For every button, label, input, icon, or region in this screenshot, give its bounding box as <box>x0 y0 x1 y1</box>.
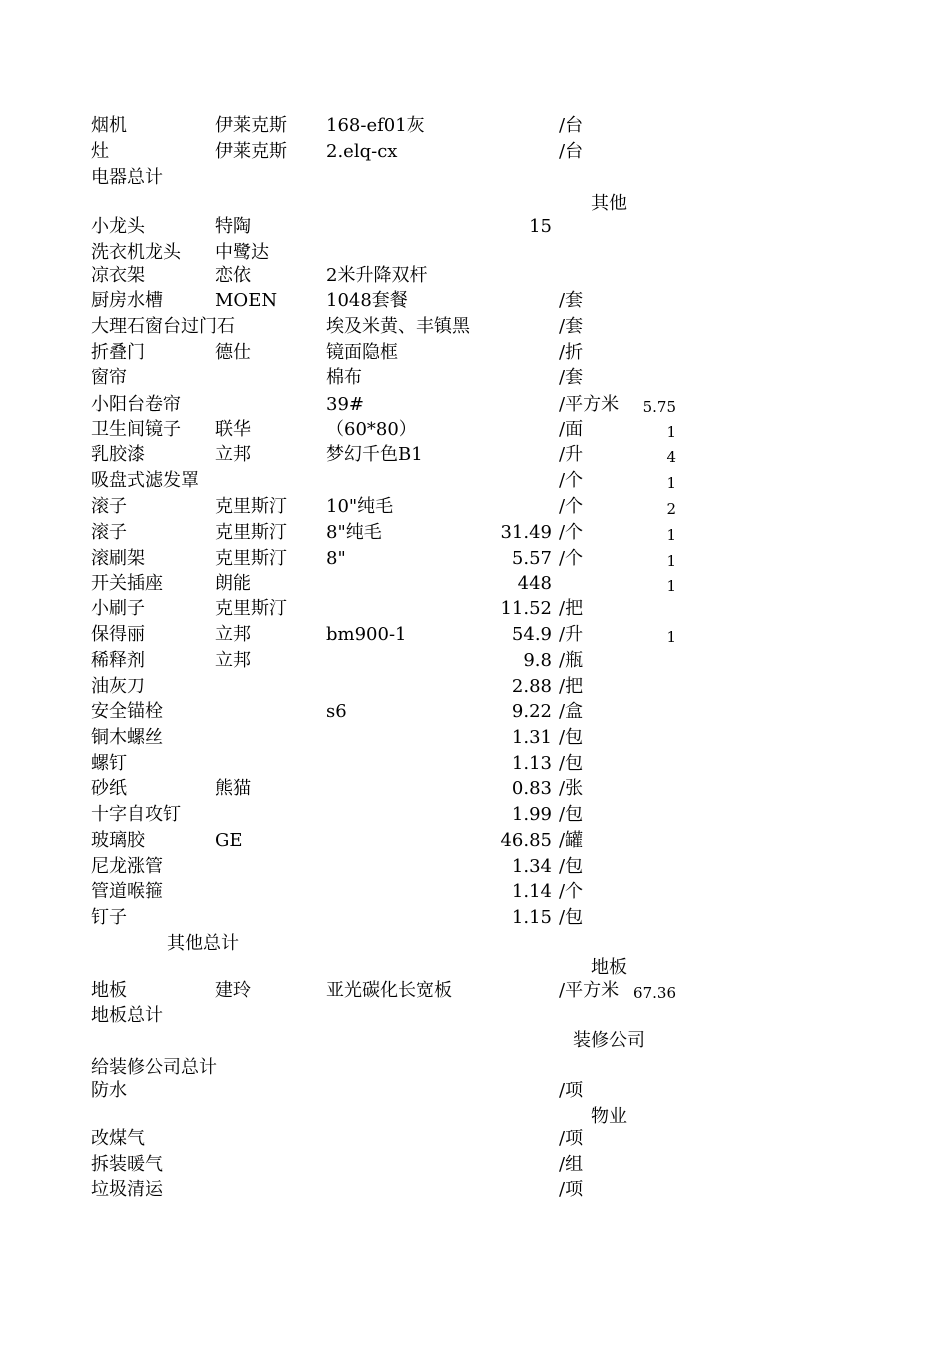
model-cell: 8" <box>326 548 346 569</box>
table-row <box>0 241 950 265</box>
unit-cell: /包 <box>559 804 584 825</box>
table-row <box>0 855 950 879</box>
item-name-cell: 厨房水槽 <box>91 290 163 311</box>
item-name-cell: 十字自攻钉 <box>91 804 181 825</box>
table-row <box>0 906 950 930</box>
unit-cell: /平方米 <box>559 394 620 415</box>
unit-cell: /瓶 <box>559 650 584 671</box>
table-row <box>0 623 950 647</box>
item-name-cell: 改煤气 <box>91 1128 145 1149</box>
item-name-cell: 凉衣架 <box>91 265 145 286</box>
model-cell: 1048套餐 <box>326 290 408 311</box>
model-cell: 39# <box>326 394 364 415</box>
unit-cell: /盒 <box>559 701 584 722</box>
item-name-cell: 小阳台卷帘 <box>91 394 181 415</box>
item-name-cell: 电器总计 <box>91 167 163 188</box>
unit-cell: /个 <box>559 548 584 569</box>
unit-cell: /项 <box>559 1128 584 1149</box>
price-cell: 1.15 <box>511 907 552 928</box>
brand-cell: 克里斯汀 <box>215 522 287 543</box>
table-row <box>0 366 950 390</box>
item-name-cell: 洗衣机龙头 <box>91 242 181 263</box>
price-cell: 31.49 <box>500 522 552 543</box>
price-cell: 46.85 <box>500 830 552 851</box>
price-cell: 11.52 <box>500 598 552 619</box>
item-name-cell: 折叠门 <box>91 342 145 363</box>
item-name-cell: 滚子 <box>91 496 127 517</box>
table-row <box>0 114 950 138</box>
table-row <box>0 1079 950 1103</box>
quantity-cell: 1 <box>666 552 676 570</box>
table-row <box>0 315 950 339</box>
model-cell: 埃及米黄、丰镇黑 <box>326 316 470 337</box>
table-row <box>0 393 950 417</box>
unit-cell: /包 <box>559 753 584 774</box>
table-row <box>0 1004 950 1028</box>
table-row <box>0 649 950 673</box>
table-row <box>0 1178 950 1202</box>
section-title-floor: 地板 <box>591 957 627 978</box>
price-cell: 2.88 <box>511 676 552 697</box>
model-cell: 亚光碳化长宽板 <box>326 980 452 1001</box>
price-cell: 54.9 <box>511 624 552 645</box>
table-row <box>0 140 950 164</box>
model-cell: 8"纯毛 <box>326 522 382 543</box>
item-name-cell: 地板 <box>91 980 127 1001</box>
brand-cell: 联华 <box>215 419 251 440</box>
item-name-cell: 安全锚栓 <box>91 701 163 722</box>
quantity-cell: 1 <box>666 577 676 595</box>
item-name-cell: 大理石窗台过门石 <box>91 316 235 337</box>
item-name-cell: 尼龙涨管 <box>91 856 163 877</box>
model-cell: 镜面隐框 <box>326 342 398 363</box>
brand-cell: 伊莱克斯 <box>215 141 287 162</box>
unit-cell: /个 <box>559 470 584 491</box>
item-name-cell: 钉子 <box>91 907 127 928</box>
item-name-cell: 稀释剂 <box>91 650 145 671</box>
quantity-cell: 1 <box>666 628 676 646</box>
brand-cell: 特陶 <box>215 216 251 237</box>
price-cell: 5.57 <box>511 548 552 569</box>
unit-cell: /把 <box>559 676 584 697</box>
unit-cell: /套 <box>559 316 584 337</box>
unit-cell: /平方米 <box>559 980 620 1001</box>
unit-cell: /个 <box>559 522 584 543</box>
table-row <box>0 700 950 724</box>
unit-cell: /折 <box>559 342 584 363</box>
price-cell: 9.22 <box>511 701 552 722</box>
item-name-cell: 滚子 <box>91 522 127 543</box>
model-cell: 棉布 <box>326 367 362 388</box>
unit-cell: /个 <box>559 881 584 902</box>
table-row <box>0 803 950 827</box>
unit-cell: /升 <box>559 444 584 465</box>
item-name-cell: 拆装暖气 <box>91 1154 163 1175</box>
unit-cell: /罐 <box>559 830 584 851</box>
price-cell: 448 <box>517 573 552 594</box>
table-row <box>0 829 950 853</box>
brand-cell: 中鹭达 <box>215 242 269 263</box>
brand-cell: 立邦 <box>215 444 251 465</box>
price-cell: 0.83 <box>511 778 552 799</box>
table-row <box>0 880 950 904</box>
price-cell: 15 <box>529 216 552 237</box>
item-name-cell: 窗帘 <box>91 367 127 388</box>
item-name-cell: 烟机 <box>91 115 127 136</box>
item-name-cell: 垃圾清运 <box>91 1179 163 1200</box>
table-row <box>0 777 950 801</box>
table-row <box>0 418 950 442</box>
unit-cell: /项 <box>559 1080 584 1101</box>
unit-cell: /包 <box>559 727 584 748</box>
quantity-cell: 1 <box>666 474 676 492</box>
table-row <box>0 264 950 288</box>
unit-cell: /包 <box>559 856 584 877</box>
item-name-cell: 砂纸 <box>91 778 127 799</box>
item-name-cell: 螺钉 <box>91 753 127 774</box>
table-row <box>0 495 950 519</box>
brand-cell: GE <box>215 830 243 851</box>
table-row <box>0 572 950 596</box>
table-row <box>0 1153 950 1177</box>
model-cell: 168-ef01灰 <box>326 115 425 136</box>
item-name-cell: 管道喉箍 <box>91 881 163 902</box>
item-name-cell: 给装修公司总计 <box>91 1057 217 1078</box>
quantity-cell: 1 <box>666 423 676 441</box>
item-name-cell: 防水 <box>91 1080 127 1101</box>
table-row <box>0 1127 950 1151</box>
quantity-cell: 2 <box>666 500 676 518</box>
brand-cell: 克里斯汀 <box>215 548 287 569</box>
table-row <box>0 979 950 1003</box>
table-row <box>0 215 950 239</box>
model-cell: bm900-1 <box>326 624 407 645</box>
unit-cell: /把 <box>559 598 584 619</box>
item-name-cell: 小龙头 <box>91 216 145 237</box>
unit-cell: /个 <box>559 496 584 517</box>
model-cell: 2.elq-cx <box>326 141 398 162</box>
unit-cell: /升 <box>559 624 584 645</box>
item-name-cell: 油灰刀 <box>91 676 145 697</box>
item-name-cell: 滚刷架 <box>91 548 145 569</box>
item-name-cell: 地板总计 <box>91 1005 163 1026</box>
section-title-company: 装修公司 <box>573 1030 645 1051</box>
price-cell: 1.99 <box>511 804 552 825</box>
section-title-other: 其他 <box>591 193 627 214</box>
brand-cell: 立邦 <box>215 624 251 645</box>
brand-cell: 熊猫 <box>215 778 251 799</box>
brand-cell: MOEN <box>215 290 278 311</box>
quantity-cell: 67.36 <box>633 984 676 1002</box>
quantity-cell: 5.75 <box>642 398 676 416</box>
table-row <box>0 521 950 545</box>
model-cell: 梦幻千色B1 <box>326 444 423 465</box>
unit-cell: /台 <box>559 141 584 162</box>
item-name-cell: 铜木螺丝 <box>91 727 163 748</box>
price-cell: 1.14 <box>511 881 552 902</box>
price-cell: 1.13 <box>511 753 552 774</box>
quantity-cell: 4 <box>666 448 676 466</box>
brand-cell: 建玲 <box>215 980 251 1001</box>
model-cell: 10"纯毛 <box>326 496 394 517</box>
brand-cell: 德仕 <box>215 342 251 363</box>
item-name-cell: 卫生间镜子 <box>91 419 181 440</box>
unit-cell: /台 <box>559 115 584 136</box>
table-row <box>0 675 950 699</box>
table-row <box>0 932 950 956</box>
model-cell: 2米升降双杆 <box>326 265 428 286</box>
unit-cell: /张 <box>559 778 584 799</box>
brand-cell: 伊莱克斯 <box>215 115 287 136</box>
table-row <box>0 289 950 313</box>
table-row <box>0 443 950 467</box>
item-name-cell: 玻璃胶 <box>91 830 145 851</box>
unit-cell: /组 <box>559 1154 584 1175</box>
table-row <box>0 597 950 621</box>
brand-cell: 朗能 <box>215 573 251 594</box>
table-row <box>0 469 950 493</box>
price-cell: 9.8 <box>523 650 552 671</box>
table-row <box>0 726 950 750</box>
unit-cell: /项 <box>559 1179 584 1200</box>
section-title-property: 物业 <box>591 1106 627 1127</box>
brand-cell: 克里斯汀 <box>215 496 287 517</box>
unit-cell: /包 <box>559 907 584 928</box>
brand-cell: 恋依 <box>215 265 251 286</box>
item-name-cell: 灶 <box>91 141 109 162</box>
price-cell: 1.34 <box>511 856 552 877</box>
table-row <box>0 166 950 190</box>
price-cell: 1.31 <box>511 727 552 748</box>
quantity-cell: 1 <box>666 526 676 544</box>
item-name-cell: 吸盘式滤发罩 <box>91 470 199 491</box>
item-name-cell: 开关插座 <box>91 573 163 594</box>
item-name-cell: 乳胶漆 <box>91 444 145 465</box>
model-cell: s6 <box>326 701 347 722</box>
item-name-cell: 其他总计 <box>167 933 239 954</box>
item-name-cell: 小刷子 <box>91 598 145 619</box>
brand-cell: 克里斯汀 <box>215 598 287 619</box>
unit-cell: /套 <box>559 367 584 388</box>
unit-cell: /面 <box>559 419 584 440</box>
item-name-cell: 保得丽 <box>91 624 145 645</box>
table-row <box>0 547 950 571</box>
unit-cell: /套 <box>559 290 584 311</box>
table-row <box>0 1056 950 1080</box>
table-row <box>0 752 950 776</box>
table-row <box>0 341 950 365</box>
brand-cell: 立邦 <box>215 650 251 671</box>
model-cell: （60*80） <box>326 419 417 440</box>
